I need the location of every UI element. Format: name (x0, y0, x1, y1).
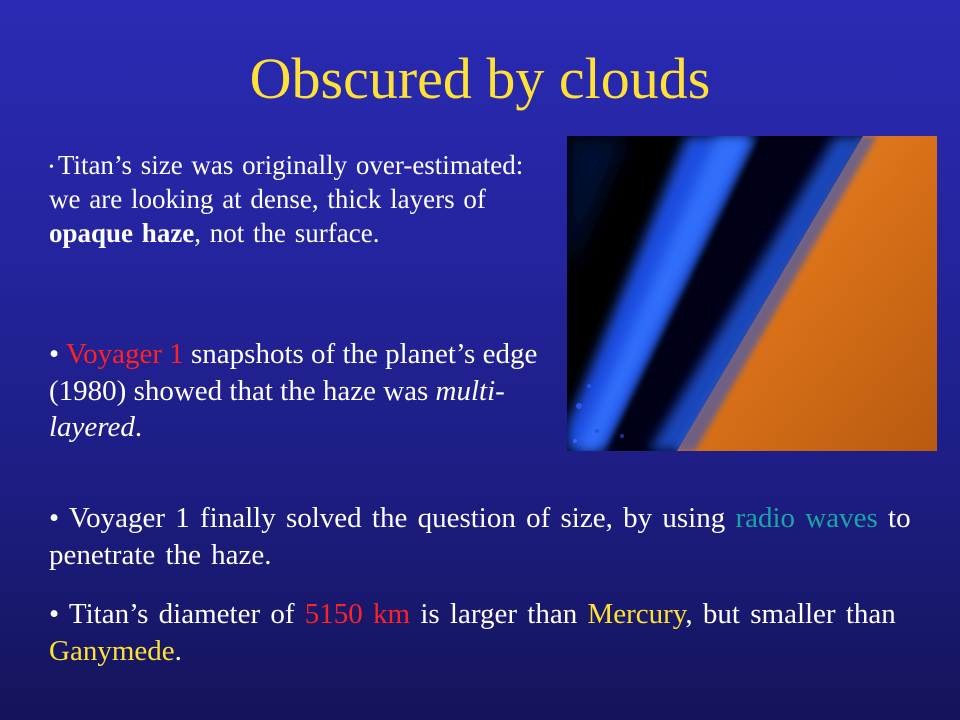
titan-limb-image (567, 136, 937, 451)
bullet-titan-size-overestimated (49, 148, 541, 250)
bullet-titan-diameter (49, 596, 919, 669)
bullet-text: , but smaller than (685, 598, 896, 630)
bullet-marker: • (49, 598, 69, 630)
bullet-text: snapshots of the planet’s edge (1980) showed that the haze was (49, 338, 538, 407)
highlight-mercury: Mercury (587, 598, 686, 630)
bullet-text: Voyager 1 finally solved the question of size, by using (68, 502, 736, 534)
emphasis-opaque: opaque (49, 218, 134, 249)
titan-limb-photo (567, 136, 937, 451)
highlight-diameter: 5150 km (304, 598, 411, 630)
bullet-marker: • (49, 159, 54, 175)
bullet-text: . (174, 634, 182, 667)
emphasis-haze: haze (141, 218, 195, 249)
bullet-text-space (133, 218, 142, 248)
bullet-text: , not the surface. (194, 218, 380, 249)
bullet-voyager-snapshots (49, 336, 549, 446)
bullet-radio-waves (49, 500, 919, 573)
emphasis-multi-layered: multi-layered (49, 374, 505, 444)
slide-title: Obscured by clouds (249, 46, 711, 111)
bullet-text: Titan’s diameter of (68, 598, 305, 630)
highlight-radio-waves: radio waves (735, 502, 878, 534)
highlight-voyager-1: Voyager 1 (65, 338, 184, 370)
bullet-marker: • (49, 502, 69, 534)
bullet-text: . (134, 411, 143, 444)
bullet-text: is larger than (410, 598, 588, 630)
bullet-text: Titan’s size was originally over-estimated: we are looking at dense, thick layers of (49, 150, 524, 215)
bullet-text: to penetrate the haze. (49, 502, 911, 571)
highlight-ganymede: Ganymede (49, 634, 175, 667)
bullet-marker: • (49, 338, 66, 370)
